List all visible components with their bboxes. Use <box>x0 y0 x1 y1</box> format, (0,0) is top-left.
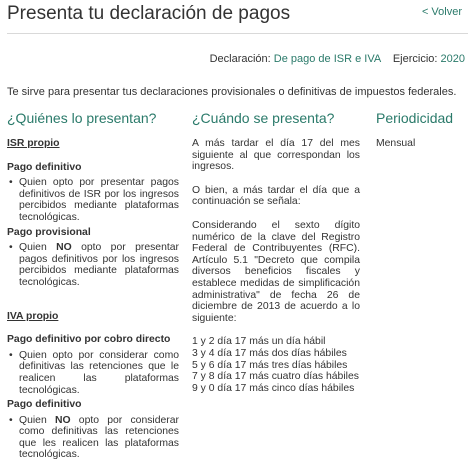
declaracion-value: De pago de ISR e IVA <box>273 53 381 65</box>
declaracion-label: Declaración: <box>209 53 271 65</box>
cuando-paragraph-2: O bien, a más tardar el día que a continuación se señala: <box>192 184 360 208</box>
schedule-item: 9 y 0 día 17 más cinco días hábiles <box>192 382 355 394</box>
intro-text: Te sirve para presentar tus declaraciones provisionales o definitivas de impuestos federales. <box>7 86 457 98</box>
schedule-item: 5 y 6 día 17 más tres días hábiles <box>192 359 348 371</box>
back-link[interactable]: < Volver <box>421 6 462 18</box>
iva-pago-cobro-label: Pago definitivo por cobro directo <box>7 334 171 346</box>
list-item: • Quien NO opto por considerar como definitivas las retenciones que les realicen las plataformas tecnológicas. <box>7 415 179 461</box>
ejercicio-value: 2020 <box>440 53 465 65</box>
schedule-item: 1 y 2 día 17 más un día hábil <box>192 336 326 348</box>
isr-pago-definitivo-label: Pago definitivo <box>7 161 82 173</box>
list-item: • Quien NO opto por presentar pagos definitivos por los ingresos percibidos mediante plataformas tecnológicas. <box>7 242 179 288</box>
cuando-paragraph-1: A más tardar el día 17 del mes siguiente al que correspondan los ingresos. <box>192 138 360 173</box>
isr-section-title: ISR propio <box>7 138 60 149</box>
quienes-heading: ¿Quiénes lo presentan? <box>7 110 157 126</box>
quienes-column <box>7 138 179 461</box>
isr-pago-provisional-label: Pago provisional <box>7 226 91 238</box>
rfc-schedule-list <box>192 336 360 394</box>
list-item: • Quien opto por presentar pagos definitivos de ISR por los ingresos percibidos mediante plataformas tecnológicas. <box>7 177 179 223</box>
cuando-paragraph-3: Considerando el sexto dígito numérico de la clave del Registro Federal de Contribuyentes (RFC). Artículo 5.1 "Decreto que compila diversos beneficios fiscales y establece medidas de simplificación administrativa" de fecha 26 de diciembre de 2013 de acuerdo a lo siguiente: <box>192 219 360 324</box>
schedule-item: 7 y 8 día 17 más cuatro días hábiles <box>192 371 359 383</box>
cuando-heading: ¿Cuándo se presenta? <box>192 110 335 126</box>
list-item: • Quien opto por considerar como definitivas las retenciones que le realicen las plataformas tecnológicas. <box>7 350 179 396</box>
cuando-column <box>192 138 360 394</box>
periodicidad-value: Mensual <box>376 138 416 149</box>
periodicidad-heading: Periodicidad <box>376 110 454 126</box>
periodicidad-column <box>376 138 466 150</box>
declaration-meta <box>210 53 465 65</box>
page-title: Presenta tu declaración de pagos <box>7 3 291 24</box>
iva-section-title: IVA propio <box>7 310 59 322</box>
ejercicio-label: Ejercicio: <box>392 53 438 65</box>
iva-pago-definitivo-label: Pago definitivo <box>7 399 82 411</box>
title-divider <box>7 33 468 34</box>
schedule-item: 3 y 4 día 17 más dos días hábiles <box>192 347 347 359</box>
